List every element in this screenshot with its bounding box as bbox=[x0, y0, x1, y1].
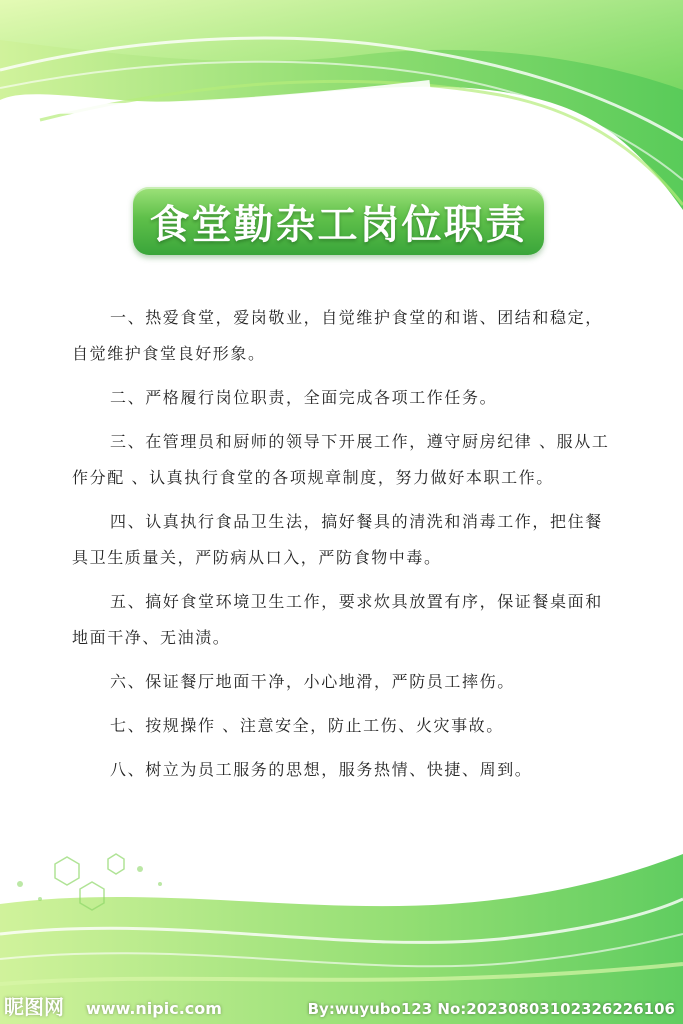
duty-item-1: 一、热爱食堂，爱岗敬业，自觉维护食堂的和谐、团结和稳定，自觉维护食堂良好形象。 bbox=[72, 308, 603, 363]
duty-item-6: 六、保证餐厅地面干净，小心地滑，严防员工摔伤。 bbox=[110, 672, 515, 691]
watermark-url: www.nipic.com bbox=[86, 999, 222, 1018]
watermark-bar bbox=[0, 994, 683, 1024]
duty-item-7: 七、按规操作 、注意安全，防止工伤、火灾事故。 bbox=[110, 716, 504, 735]
title-banner bbox=[133, 187, 544, 255]
duties-list bbox=[72, 300, 612, 796]
duty-item-5: 五、搞好食堂环境卫生工作，要求炊具放置有序，保证餐桌面和地面干净、无油渍。 bbox=[72, 592, 603, 647]
watermark-logo: 昵图网 bbox=[4, 995, 64, 1019]
duty-item-3: 三、在管理员和厨师的领导下开展工作，遵守厨房纪律 、服从工作分配 、认真执行食堂的各项规章制度，努力做好本职工作。 bbox=[72, 432, 610, 487]
duty-item-4: 四、认真执行食品卫生法，搞好餐具的清洗和消毒工作，把住餐具卫生质量关，严防病从口入，严防食物中毒。 bbox=[72, 512, 603, 567]
duty-item-8: 八、树立为员工服务的思想，服务热情、快捷、周到。 bbox=[110, 760, 533, 779]
duty-item-2: 二、严格履行岗位职责，全面完成各项工作任务。 bbox=[110, 388, 498, 407]
watermark-id: By:wuyubo123 No:20230803102326226106 bbox=[307, 1000, 675, 1018]
page-title: 食堂勤杂工岗位职责 bbox=[149, 201, 528, 248]
